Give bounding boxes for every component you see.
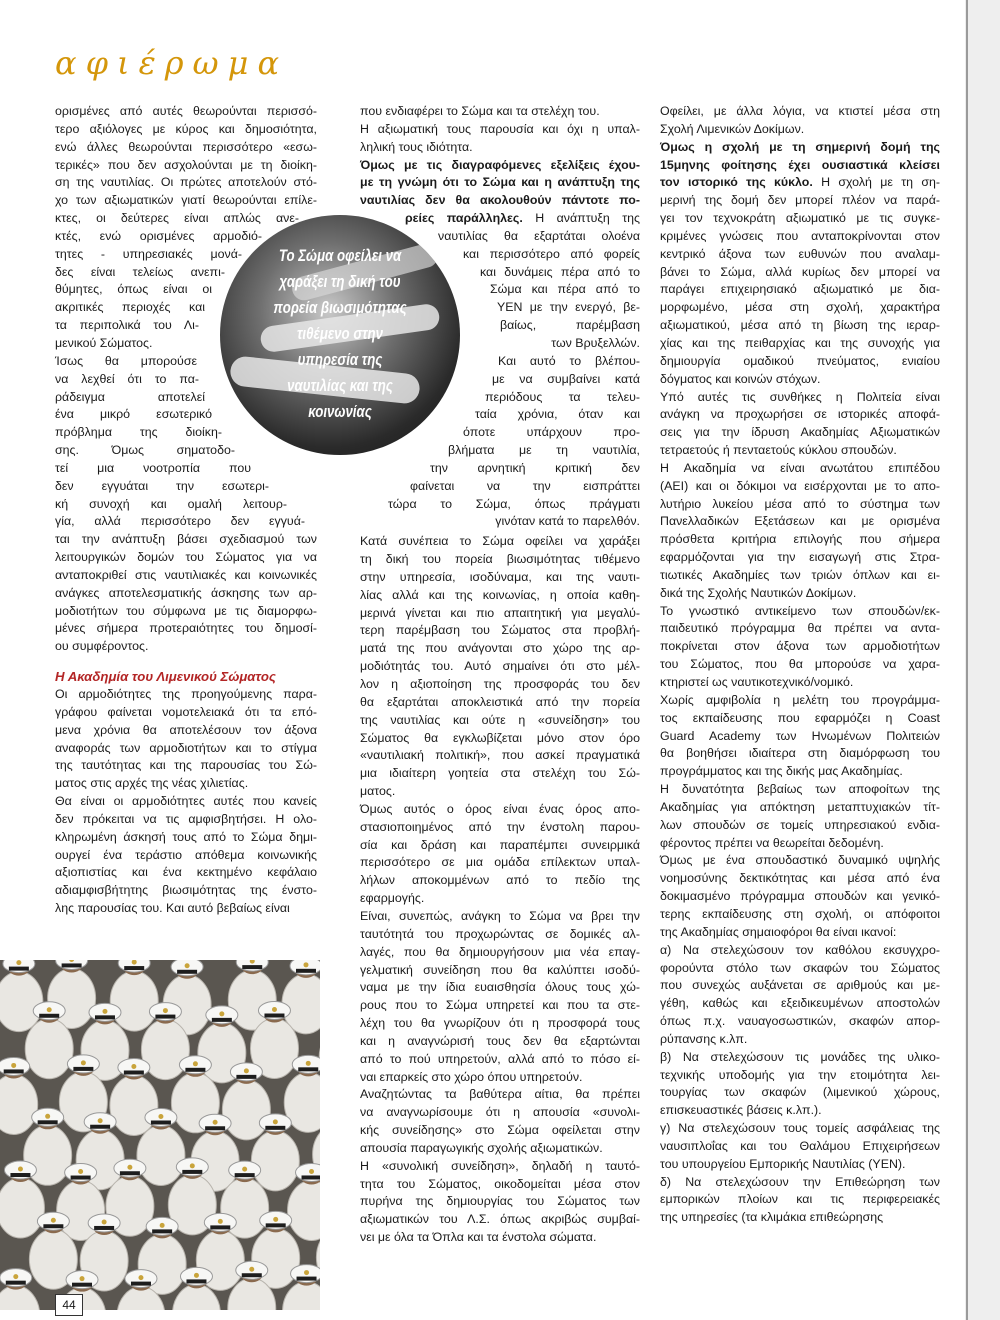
text-line: τεί μια νοοτροπία που: [55, 460, 251, 475]
text-line: θα εξαρτάται αποκλειστικά από την πορεία: [360, 694, 640, 709]
text-line: β) Να στελεχώσουν τις μονάδες της υλικο-: [660, 1049, 940, 1064]
text-line: γει τον τεχνοκράτη αξιωματικό με τις συγκε-: [660, 211, 940, 226]
text-line: μια ιδιαίτερη γοητεία στα στελέχη του Σώ-: [360, 766, 640, 781]
text-line: δόγματος και κοινών στόχων.: [660, 371, 821, 386]
text-line: Και αυτό το βλέπου-: [498, 353, 640, 368]
text-line: από το πού υπηρετούν, αλλά από το πόσο εί-: [360, 1051, 640, 1066]
page-edge-line: [966, 0, 968, 1320]
text-line: ορισμένες από αυτές θεωρούνται περισσό-: [55, 104, 317, 118]
text-line: απουσία παραγωγικής σχολής αξιωματικών.: [360, 1140, 603, 1155]
text-line: περισσότερο σε μια ομάδα επίλεκτων υπαλ-: [360, 855, 640, 870]
text-line: γία, αλλά περισσότερο δεν εγγυά-: [55, 514, 305, 529]
text-line: Σώματος θα εγκλωβίζεται μόνο στον όρο: [360, 730, 640, 745]
text-line: μορφωμένο, μέσα στη σχολή, χαρακτήρα: [660, 300, 940, 315]
text-line: εμπορικών πλοίων και τις περιφερειακές: [660, 1192, 940, 1207]
text-line: πυρήνα της δημιουργίας του Σώματος των: [360, 1194, 640, 1209]
text-line: του Σώματος, που θα μπορούσε να χαρα-: [660, 657, 940, 672]
text-line: Ακαδημίας για απόκτηση μεταπτυχιακών τίτ-: [660, 799, 940, 814]
text-line: Guard Academy των Ηνωμένων Πολιτειών: [660, 728, 940, 743]
text-line: όπως π.χ. ναυαγοσωστικών, σκαφών απορ-: [660, 1014, 940, 1029]
text-line: Αναζητώντας τα βαθύτερα αίτια, θα πρέπει: [360, 1087, 640, 1102]
pull-quote: Το Σώμα οφείλει να χαράξει τη δική του πορεία βιωσιμότητας τιθέμενο στην υπηρεσία της ναυτιλίας και της κοινωνίας: [273, 246, 407, 421]
text-line: χο των αξιωματικών γιατί θεωρούνται επίλε-: [55, 193, 317, 208]
text-line: θύμητες, όπως είναι οι: [55, 282, 212, 297]
text-line: Οφείλει, με άλλα λόγια, να κτιστεί μέσα στη: [660, 104, 940, 118]
text-line: μένες σήμερα προτεραιότητες του δημοσί-: [55, 621, 317, 636]
text-line: βλήματα με τη ναυτιλία,: [448, 443, 640, 458]
text-line: ρους που το Σώμα υπηρετεί και που τα στε-: [360, 998, 640, 1013]
text-line: λήλων αποκομμένων από το πεδίο της: [360, 873, 640, 888]
text-line: ματος.: [360, 784, 396, 799]
text-line: ένα μικρό εσωτερικό: [55, 407, 212, 422]
text-line: και η αναγνώρισή τους δεν θα εξαρτώνται: [360, 1033, 640, 1048]
text-line: τη δική του πορεία βιωσιμότητας τιθέμενο: [360, 552, 640, 567]
text-line: ρύπανσης κ.λπ.: [660, 1031, 748, 1046]
text-line: Θα είναι οι αρμοδιότητες αυτές που κανείς: [55, 794, 317, 809]
text-line: δες είναι τελείως ανεπι-: [55, 264, 225, 279]
text-line: ράδειγμα αποτελεί: [55, 389, 205, 404]
section-heading: Η Ακαδημία του Λιμενικού Σώματος: [55, 669, 276, 685]
text-line: ματά της που ανάγονται στο χώρο της αρ-: [360, 641, 640, 656]
text-line: τερη παρέμβαση του Σώματος στα προβλή-: [360, 623, 640, 638]
text-line: παιδευτικό πρόγραμμα θα πρέπει να αντα-: [660, 621, 940, 636]
text-line: στασιοποιημένος από την ένστολη παρου-: [360, 819, 640, 834]
text-line: αξιωματικού, μέσα από τη βίωση της ιεραρ-: [660, 318, 940, 333]
text-line: χίας και της πειθαρχίας και της συνοχής για: [660, 335, 940, 350]
text-line: Οι αρμοδιότητες της προηγούμενης παρα-: [55, 687, 317, 701]
text-line: στην υπηρεσία, ισοδύναμα, και της ναυτι-: [360, 569, 640, 584]
text-line: μερινά γίνεται και πιο απαιτητική για μεγαλύ-: [360, 605, 640, 620]
text-line: βαίως, παρέμβαση: [500, 318, 640, 333]
text-line: κληρωμένη άσκησή τους από το Σώμα δημι-: [55, 829, 317, 844]
text-line: όποτε υπάρχουν προ-: [463, 425, 640, 440]
text-line: να αναγνωρίσουμε ότι η απουσία «συνολι-: [360, 1105, 640, 1120]
text-line: δεν πρόκειται να τις αμφισβητήσει. Η ολο-: [55, 811, 317, 826]
text-line: φέροντος πρέπει να θεωρείται δεδομένη.: [660, 835, 884, 850]
text-line: τος εκπαίδευσης που εφαρμόζει η Coast: [660, 710, 940, 725]
text-line: περιόδους τα τελευ-: [485, 389, 640, 404]
text-line: μοδιότητάς του. Αυτό σημαίνει ότι στο μέλ-: [360, 659, 640, 674]
text-line: ταυτότητά του προχωρώντας σε δομικές αλ-: [360, 926, 640, 941]
text-line: της ναυτιλίας και ούτε η «συνείδηση» του: [360, 712, 640, 727]
text-line: κής συνείδησης» στο Σώμα οφείλεται στην: [360, 1123, 640, 1138]
text-line: την αρνητική κριτική δεν: [430, 460, 640, 475]
text-line: κτηριστεί ως ναυτικοτεχνικό/νομικό.: [660, 675, 854, 689]
text-line: γέθη, καθώς και εξειδικευμένων αποστολών: [660, 996, 940, 1011]
text-line: μενικού Σώματος.: [55, 335, 153, 350]
section-label: αφιέρωμα: [55, 44, 289, 82]
text-line: Ίσως θα μπορούσε: [55, 353, 197, 368]
text-line: παράγει επιχειρησιακό αξιωματικό με δια-: [660, 282, 940, 297]
text-line: του υπουργείου Εμπορικής Ναυτιλίας (ΥΕΝ).: [660, 1156, 906, 1171]
text-line: τερικές» που δεν ασχολούνται με τη διοίκη-: [55, 157, 317, 172]
text-line: δημιουργία ομαδικού πνεύματος, ενιαίου: [660, 353, 940, 368]
text-line: τουργίας των σκαφών (λιμενικού χώρους,: [660, 1085, 940, 1100]
text-line: γελματική συνείδηση που θα καλύπτει ισοδύ-: [360, 962, 640, 977]
text-line: τεχνικής υποδομής για την ετοιμότητα λει-: [660, 1067, 940, 1082]
text-line: κεντρικό άξονα των ευθυνών που αναλαμ-: [660, 246, 940, 261]
text-line: λίας αλλά και της κοινωνίας, η οποία καθη-: [360, 587, 640, 602]
text-line: ανταποκριθεί στις ναυτιλιακές και κοινωνικές: [55, 567, 317, 582]
text-line: ναμα με την ίδια ευαισθησία όλους τους χώ-: [360, 980, 640, 995]
text-line: εφαρμογής.: [360, 891, 425, 906]
text-line: Είναι, συνεπώς, ανάγκη το Σώμα να βρει την: [360, 908, 640, 923]
text-line: με να συμβαίνει κατά: [492, 371, 640, 386]
text-line: ενώ άλλες θεωρούνται περισσότερο «εσω-: [55, 139, 317, 154]
bold-text-line: Όμως με τις διαγραφόμενες εξελίξεις έχου-: [360, 157, 640, 172]
text-line: ανάγκη να προχωρήσει σε ιστορικές αποφά-: [660, 407, 940, 422]
text-line: τα περιπολικά του Λι-: [55, 318, 199, 333]
text-line: α) Να στελεχώσουν τον καθόλου εκσυγχρο-: [660, 942, 940, 957]
text-line: ταία χρόνια, όταν και: [475, 407, 640, 422]
text-line: της υπηρεσίες (τα κλιμάκια επιθεώρησης: [660, 1210, 884, 1225]
text-line: λαγές, που θα δημιουργήσουν μια νέα επαγ-: [360, 944, 640, 959]
text-tail: Η ανάπτυξη της: [522, 211, 641, 226]
bold-text-line: με τη γνώμη ότι το Σώμα και η ανάπτυξη της: [360, 175, 640, 190]
text-line: ουργεί ένα τεράστιο απόθεμα κοινωνικής: [55, 847, 317, 862]
text-line: ναυτιλίας θα εξαρτάται ολοένα: [438, 228, 640, 243]
bold-text-line: [360, 210, 640, 228]
text-line: και δυνάμεις πέρα από το: [480, 264, 640, 279]
text-line: φορούντα στόλο των σκαφών του Σώματος: [660, 960, 940, 975]
text-line: τερης εκπαίδευσης στη σχολή, οι απόφοιτοι: [660, 906, 940, 921]
text-line: ναι επαρκείς στο χώρο όπου υπηρετούν.: [360, 1069, 583, 1084]
text-line: τιωτικές Ακαδημίες των τριών όπλων και ει-: [660, 567, 940, 582]
bold-text-line: 15μηνης φοίτησης έχει ουσιαστικά κλείσει: [660, 157, 940, 172]
text-line: Κατά συνέπεια το Σώμα οφείλει να χαράξει: [360, 534, 640, 549]
mixed-text-line: [660, 174, 940, 192]
text-line: ου συμφέροντος.: [55, 639, 149, 654]
text-line: θα βοηθήσει ιδιαίτερα στη διαμόρφωση του: [660, 746, 940, 761]
text-line: ση της ναυτιλίας. Οι πρώτες αποτελούν στό-: [55, 175, 317, 190]
text-line: σεις για την ίδρυση Ακαδημίας Αξιωματικών: [660, 425, 940, 440]
text-line: επισκευαστικές βάσεις κ.λπ.).: [660, 1103, 822, 1118]
text-line: Σχολή Λιμενικών Δοκίμων.: [660, 121, 805, 136]
text-line: γράφου φαίνεται νομοτελειακά ότι τα επό-: [55, 704, 317, 719]
text-line: που συνεχώς αυξάνεται σε αριθμούς και με-: [660, 978, 940, 993]
text-line: ληλική τους ιδιότητα.: [360, 139, 473, 154]
text-line: φαίνεται να την εισπράττει: [410, 478, 640, 493]
text-line: των Βρυξελλών.: [551, 335, 640, 350]
bold-text-line: ναυτιλίας δεν θα ακολουθούν πάντοτε πο-: [360, 193, 640, 208]
page-number: 44: [55, 1294, 83, 1316]
text-line: Όμως με ένα σπουδαστικό δυναμικό υψηλής: [660, 853, 940, 868]
text-line: που ενδιαφέρει το Σώμα και τα στελέχη του.: [360, 104, 600, 118]
text-line: νει με όλα τα Όπλα και τα ένστολα σώματα.: [360, 1230, 597, 1245]
text-line: να λεχθεί ότι το πα-: [55, 371, 199, 386]
text-line: μερινή της δομή δεν μπορεί πλέον να παρά-: [660, 193, 940, 208]
text-line: Η Ακαδημία να είναι ανωτάτου επιπέδου: [660, 460, 940, 475]
text-line: ποκρίνεται στον άξονα των αρμοδιοτήτων: [660, 639, 940, 654]
text-line: Η αξιωματική τους παρουσία και όχι η υπαλ-: [360, 121, 640, 136]
text-line: της ταυτότητας και της παρουσίας του Σώ-: [55, 758, 317, 773]
text-line: αξιωματικών του Λ.Σ. όπως ακριβώς συμβαί-: [360, 1212, 640, 1227]
text-line: τετραετούς ή πενταετούς κύκλου σπουδών.: [660, 443, 897, 458]
text-line: λειτουργικών δομών του Σώματος για να: [55, 550, 317, 565]
text-line: σης. Όμως σηματοδο-: [55, 443, 235, 458]
text-line: νοημοσύνης δεκτικότητας και μέσα από ένα: [660, 871, 940, 886]
text-line: τώρα το Σώμα, όπως πράγματι: [388, 496, 640, 511]
text-line: κή συνοχή και ομαλή λειτουρ-: [55, 496, 287, 511]
text-line: εφαρμόζονται για την εισαγωγή στις Στρα-: [660, 550, 940, 565]
text-line: λέχη του θα γνωρίζουν ότι η προσφορά τους: [360, 1016, 640, 1031]
parade-photo: [0, 960, 320, 1310]
text-line: τητα του Σώματος, οικοδομείται μέσα στον: [360, 1176, 640, 1191]
text-line: κτες, οι δεύτερες είναι απλώς ανε-: [55, 211, 299, 226]
text-line: αξιοπιστίας και ένα κεκτημένο κεφάλαιο: [55, 865, 317, 880]
column-3: [660, 103, 940, 1227]
page-edge: [965, 0, 1000, 1320]
text-line: τερο αξιόλογες με κύρος και δημοσιότητα,: [55, 121, 317, 136]
text-line: δοκιμασμένο πρόγραμμα σπουδών και γενικό-: [660, 889, 940, 904]
text-line: βάνει το Σώμα, αλλά κυρίως δεν μπορεί να: [660, 264, 940, 279]
bold-text-line: Όμως η σχολή με τη σημερινή δομή της: [660, 139, 940, 154]
text-line: και περισσότερο από φορείς: [463, 246, 640, 261]
text-line: Η «συνολική συνείδηση», δηλαδή η ταυτό-: [360, 1158, 640, 1173]
text-line: δικά της Σχολής Ναυτικών Δοκίμων.: [660, 585, 857, 600]
text-line: κτές, ενώ ορισμένες αρμοδιό-: [55, 228, 262, 243]
text-line: Χωρίς αμφιβολία η μελέτη του προγράμμα-: [660, 692, 940, 707]
text-line: λον η αξιοποίηση της προσφοράς του δεν: [360, 677, 640, 691]
text-line: γινόταν κατά το παρελθόν.: [495, 514, 640, 529]
text-line: ται την ανάπτυξη βάσει σχεδιασμού των: [55, 532, 317, 547]
text-line: λων σπουδών σε τομείς υπηρεσιακού ενδια-: [660, 817, 940, 832]
text-line: πρόβλημα της διοίκη-: [55, 425, 222, 440]
text-line: Σώμα και πέρα από το: [490, 282, 640, 297]
text-line: Η δυνατότητα βεβαίως των αποφοίτων της: [660, 782, 940, 797]
text-line: τητες - υπηρεσιακές μονά-: [55, 246, 242, 261]
text-line: αναφοράς των αρμοδιοτήτων και το στίγμα: [55, 740, 317, 755]
text-line: ανάγκες αποτελεσματικής άσκησης των αρ-: [55, 585, 317, 600]
text-line: ματος στις αρχές της νέας χιλιετίας.: [55, 776, 249, 791]
text-line: της Ακαδημίας σημαιοφόροι θα είναι ικανοί:: [660, 924, 897, 939]
text-line: μενα χρόνια θα αποτελέσουν τον άξονα: [55, 722, 317, 737]
text-line: δεν εγγυάται την εσωτερι-: [55, 478, 269, 493]
text-tail: Η σχολή με τη ση-: [812, 175, 940, 190]
text-line: πρόσθετα κριτήρια επιλογής που σήμερα: [660, 532, 940, 547]
text-line: αδιαμφισβήτητης βιωσιμότητας της ένστο-: [55, 883, 317, 898]
text-line: λης παρουσίας του. Και αυτό βεβαίως είναι: [55, 901, 290, 916]
text-line: ναυσιπλοΐας και του Θαλάμου Επιχειρήσεων: [660, 1138, 940, 1153]
text-line: λυτήριο λυκείου μέσα από το σύστημα των: [660, 496, 940, 511]
text-line: Όμως αυτός ο όρος είναι ένας όρος απο-: [360, 801, 640, 816]
bold-text: ρείες παράλληλες.: [405, 211, 523, 226]
text-line: ακριτικές περιοχές και: [55, 300, 205, 315]
text-line: (ΑΕΙ) και οι δόκιμοι να εισέρχονται με το απο-: [660, 478, 940, 493]
text-line: «ναυτιλιακή πολιτική», που ασκεί πραγματικά: [360, 748, 640, 763]
text-line: μοδιοτήτων του σύμφωνα με τις διαμορφω-: [55, 603, 317, 618]
text-line: σία και δράση και παραπέμπει συνειρμικά: [360, 837, 640, 852]
text-line: γ) Να στελεχώσουν τους τομείς ασφάλειας της: [660, 1121, 940, 1136]
text-line: προγράμματος και της δικής μας Ακαδημίας.: [660, 764, 903, 779]
bold-text: τον ιστορικό της κύκλο.: [660, 175, 813, 190]
column-1: [55, 103, 317, 918]
text-line: Πανελλαδικών Εξετάσεων και με ορισμένα: [660, 514, 940, 529]
text-line: ΥΕΝ με την ενεργό, βε-: [497, 300, 640, 315]
text-line: Υπό αυτές τις συνθήκες η Πολιτεία είναι: [660, 389, 940, 404]
text-line: κριμένες γνώσεις που ανταποκρίνονται στον: [660, 228, 940, 243]
text-line: Το γνωστικό αντικείμενο των σπουδών/εκ-: [660, 603, 940, 618]
text-line: δ) Να στελεχώσουν την Επιθεώρηση των: [660, 1174, 940, 1189]
